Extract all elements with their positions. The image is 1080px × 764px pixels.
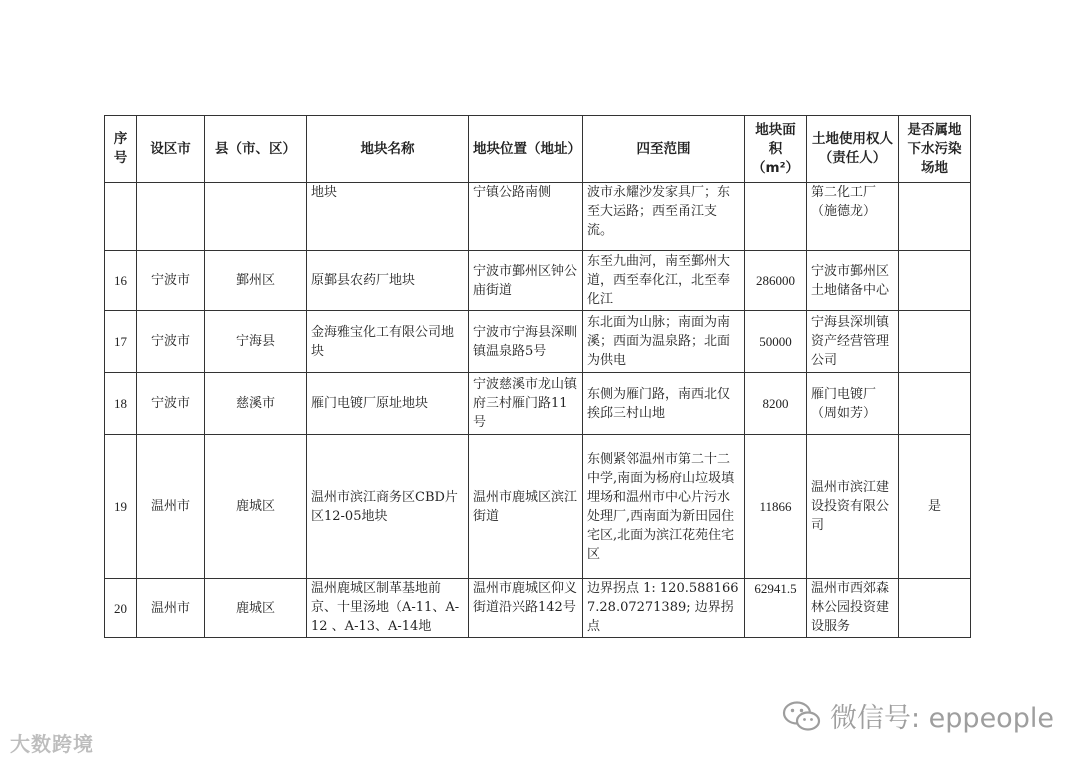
cell-location: 宁镇公路南侧: [469, 183, 583, 251]
wechat-icon: [782, 699, 822, 733]
cell-groundwater: [899, 251, 971, 311]
table-row: [105, 579, 971, 638]
header-boundary: 四至范围: [583, 116, 745, 183]
table-header-row: [105, 116, 971, 183]
watermark-wechat: [782, 696, 1054, 735]
cell-city: [137, 183, 205, 251]
table-row: [105, 373, 971, 435]
cell-owner: 宁海县深圳镇资产经营管理公司: [807, 311, 899, 373]
cell-owner: 宁波市鄞州区土地储备中心: [807, 251, 899, 311]
cell-groundwater: [899, 311, 971, 373]
cell-area: 62941.5: [745, 579, 807, 638]
watermark-source-text: 大数跨境: [10, 732, 94, 756]
cell-city: 宁波市: [137, 251, 205, 311]
cell-no: 19: [105, 435, 137, 579]
cell-location: 宁波市宁海县深甽镇温泉路5号: [469, 311, 583, 373]
table-row: [105, 251, 971, 311]
cell-county: 鹿城区: [205, 435, 307, 579]
cell-parcel-name: 金海雅宝化工有限公司地块: [307, 311, 469, 373]
cell-no: 17: [105, 311, 137, 373]
cell-city: 宁波市: [137, 311, 205, 373]
cell-groundwater: [899, 373, 971, 435]
cell-area: 11866: [745, 435, 807, 579]
header-no: 序号: [105, 116, 137, 183]
cell-location: 宁波市鄞州区钟公庙街道: [469, 251, 583, 311]
cell-boundary: 东侧为雁门路，南西北仅挨邱三村山地: [583, 373, 745, 435]
header-location: 地块位置（地址）: [469, 116, 583, 183]
cell-boundary: 波市永耀沙发家具厂；东至大运路；西至甬江支流。: [583, 183, 745, 251]
cell-boundary: 东至九曲河，南至鄞州大道，西至奉化江，北至奉化江: [583, 251, 745, 311]
header-owner: 土地使用权人（责任人）: [807, 116, 899, 183]
header-parcel-name: 地块名称: [307, 116, 469, 183]
cell-county: 鹿城区: [205, 579, 307, 638]
cell-parcel-name: 温州市滨江商务区CBD片区12-05地块: [307, 435, 469, 579]
cell-groundwater: [899, 183, 971, 251]
cell-parcel-name: 温州鹿城区制革基地前京、十里汤地（A-11、A-12 、A-13、A-14地: [307, 579, 469, 638]
cell-area: 8200: [745, 373, 807, 435]
cell-location: 宁波慈溪市龙山镇府三村雁门路11号: [469, 373, 583, 435]
cell-county: 慈溪市: [205, 373, 307, 435]
watermark-source: [10, 728, 94, 757]
cell-boundary: 边界拐点 1: 120.5881667.28.07271389; 边界拐点: [583, 579, 745, 638]
table-row: [105, 311, 971, 373]
cell-no: 20: [105, 579, 137, 638]
cell-owner: 温州市滨江建设投资有限公司: [807, 435, 899, 579]
cell-parcel-name: 地块: [307, 183, 469, 251]
cell-area: 286000: [745, 251, 807, 311]
cell-owner: 第二化工厂（施德龙）: [807, 183, 899, 251]
cell-boundary: 东北面为山脉；南面为南溪；西面为温泉路；北面为供电: [583, 311, 745, 373]
header-city: 设区市: [137, 116, 205, 183]
cell-county: 宁海县: [205, 311, 307, 373]
watermark-wechat-text: 微信号: eppeople: [830, 703, 1054, 734]
cell-parcel-name: 原鄞县农药厂地块: [307, 251, 469, 311]
cell-no: [105, 183, 137, 251]
cell-location: 温州市鹿城区仰义街道沿兴路142号: [469, 579, 583, 638]
cell-owner: 雁门电镀厂（周如芳）: [807, 373, 899, 435]
cell-county: 鄞州区: [205, 251, 307, 311]
table-row: [105, 435, 971, 579]
cell-area: 50000: [745, 311, 807, 373]
header-county: 县（市、区）: [205, 116, 307, 183]
cell-county: [205, 183, 307, 251]
cell-boundary: 东侧紧邻温州市第二十二中学,南面为杨府山垃圾填埋场和温州市中心片污水处理厂,西南面为新田园住宅区,北面为滨江花苑住宅区: [583, 435, 745, 579]
header-groundwater: 是否属地下水污染场地: [899, 116, 971, 183]
cell-area: [745, 183, 807, 251]
cell-parcel-name: 雁门电镀厂原址地块: [307, 373, 469, 435]
header-area: 地块面积（m²）: [745, 116, 807, 183]
cell-city: 温州市: [137, 579, 205, 638]
table-row: [105, 183, 971, 251]
cell-no: 16: [105, 251, 137, 311]
cell-groundwater: 是: [899, 435, 971, 579]
cell-city: 宁波市: [137, 373, 205, 435]
cell-owner: 温州市西郊森林公园投资建设服务: [807, 579, 899, 638]
cell-city: 温州市: [137, 435, 205, 579]
cell-groundwater: [899, 579, 971, 638]
land-parcel-table: [104, 115, 971, 638]
cell-location: 温州市鹿城区滨江街道: [469, 435, 583, 579]
cell-no: 18: [105, 373, 137, 435]
